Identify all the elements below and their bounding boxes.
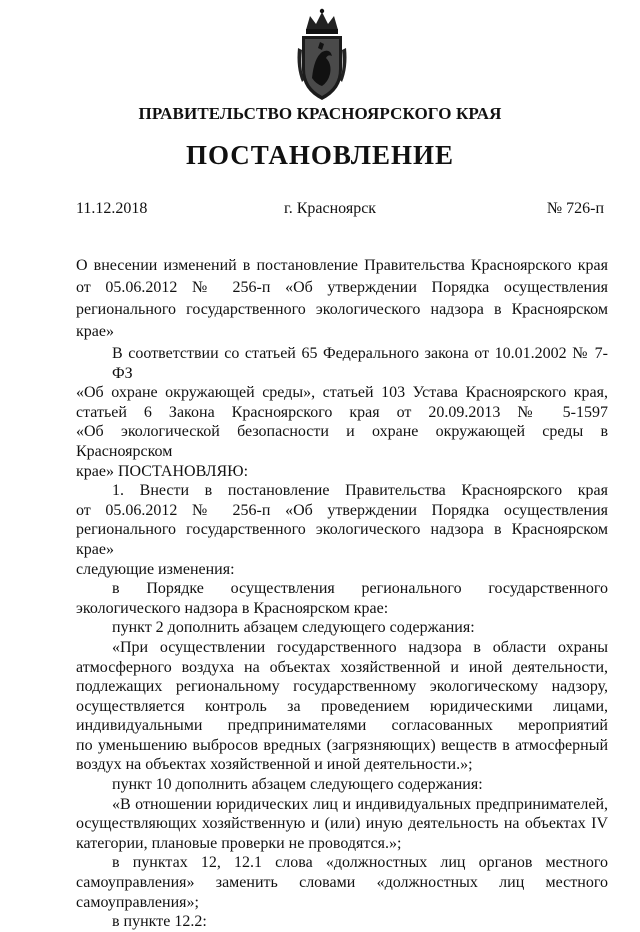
krasnoyarsk-coat-of-arms-icon — [294, 8, 350, 104]
body-line: в пункте 12.2: — [112, 913, 207, 931]
body-line: самоуправления»; — [76, 893, 199, 911]
body-line: пункт 2 дополнить абзацем следующего содержания: — [112, 619, 475, 637]
subject-line: О внесении изменений в постановление Правительства Красноярского края — [76, 257, 608, 274]
body-line: от 05.06.2012 № 256-п «Об утверждении Порядка осуществления — [76, 501, 608, 519]
body-line: «Об экологической безопасности и охране окружающей среды в Красноярском — [76, 423, 608, 460]
body-line: в пунктах 12, 12.1 слова «должностных лиц органов местного — [112, 854, 608, 872]
document-type-title: ПОСТАНОВЛЕНИЕ — [185, 140, 455, 170]
subject-line: регионального государственного экологического надзора в Красноярском крае» — [76, 301, 608, 340]
body-line: регионального государственного экологического надзора в Красноярском крае» — [76, 521, 608, 558]
body-line: по уменьшению выбросов вредных (загрязняющих) веществ в атмосферный — [76, 736, 608, 754]
document-subject — [76, 255, 608, 343]
body-line: «В отношении юридических лиц и индивидуальных предпринимателей, — [112, 795, 608, 813]
body-line: в Порядке осуществления регионального государственного — [112, 580, 608, 598]
body-line: статьей 6 Закона Красноярского края от 20.09.2013 № 5-1597 — [76, 403, 608, 421]
document-city: г. Красноярск — [283, 200, 377, 217]
body-line: атмосферного воздуха на объектах хозяйственной и иной деятельности, — [76, 658, 608, 676]
body-line: «Об охране окружающей среды», статьей 103 Устава Красноярского края, — [76, 384, 608, 402]
government-name: ПРАВИТЕЛЬСТВО КРАСНОЯРСКОГО КРАЯ — [138, 104, 502, 123]
document-number: № 726-п — [546, 200, 604, 217]
body-line: следующие изменения: — [76, 560, 235, 578]
document-date: 11.12.2018 — [76, 200, 148, 217]
body-line: «При осуществлении государственного надзора в области охраны — [112, 638, 608, 656]
body-line: В соответствии со статьей 65 Федерального закона от 10.01.2002 № 7-ФЗ — [112, 345, 608, 382]
body-line: крае» ПОСТАНОВЛЯЮ: — [76, 462, 249, 480]
body-line: экологического надзора в Красноярском крае: — [76, 599, 389, 617]
body-line: индивидуальными предпринимателями согласованных мероприятий — [76, 717, 608, 735]
document-body — [76, 344, 608, 932]
body-line: 1. Внести в постановление Правительства Красноярского края — [112, 482, 608, 500]
body-line: подлежащих региональному государственному экологическому надзору, — [76, 678, 608, 696]
body-line: пункт 10 дополнить абзацем следующего содержания: — [112, 776, 483, 794]
body-line: воздух на объектах хозяйственной и иной деятельности.»; — [76, 756, 473, 774]
body-line: самоуправления» заменить словами «должностных лиц местного — [76, 874, 608, 892]
body-line: категории, плановые проверки не проводятся.»; — [76, 834, 402, 852]
body-line: осуществляющих хозяйственную и (или) иную деятельность на объектах IV — [76, 815, 608, 833]
body-line: осуществляется контроль за проведением юридическими лицами, — [76, 697, 608, 715]
subject-line: от 05.06.2012 № 256-п «Об утверждении Порядка осуществления — [76, 279, 608, 296]
